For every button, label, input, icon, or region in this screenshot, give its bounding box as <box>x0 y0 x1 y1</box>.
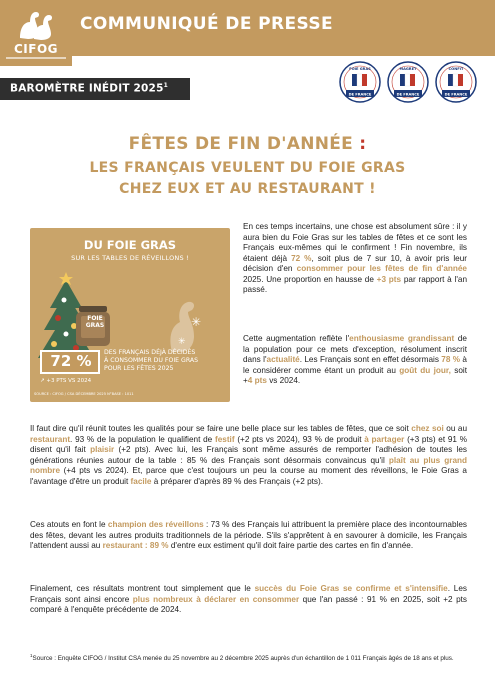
paragraph-2: Cette augmentation reflète l'enthousiasme grandissant de la population pour ce mets d'exception, résolument inscrit dans l'actualité. Les Français sont en effet désormais 78 % à le considérer comme étant un produit au goût du jour, soit +4 pts vs 2024. <box>243 334 467 385</box>
logo-underline <box>6 57 66 59</box>
svg-text:DE FRANCE: DE FRANCE <box>396 92 420 97</box>
svg-text:✳: ✳ <box>178 337 186 347</box>
card-subtitle: SUR LES TABLES DE RÉVEILLONS ! <box>71 254 189 262</box>
svg-text:DE FRANCE: DE FRANCE <box>348 92 372 97</box>
headline-line-2: LES FRANÇAIS VEULENT DU FOIE GRAS CHEZ EUX ET AU RESTAURANT ! <box>89 160 406 197</box>
svg-text:CONFIT: CONFIT <box>448 67 464 71</box>
footnote: $^1$Source : Enquête CIFOG / Institut CSA menée du 25 novembre au 2 décembre 2025 auprès d'un échantillon de 1 011 Français âgés de 18 ans et plus. <box>30 653 454 663</box>
geese-logo-icon <box>14 8 58 42</box>
page-title: COMMUNIQUÉ DE PRESSE <box>80 14 334 34</box>
magret-de-france-badge-icon <box>386 60 430 110</box>
jar-label: FOIE GRAS <box>85 315 105 329</box>
barometre-label: BAROMÈTRE INÉDIT 2025$^1$ <box>10 82 168 95</box>
goose-silhouette-icon <box>162 296 202 354</box>
svg-text:DE FRANCE: DE FRANCE <box>444 92 468 97</box>
foie-gras-de-france-badge-icon <box>338 60 382 110</box>
trend-arrow-icon: ↗ <box>40 378 47 384</box>
svg-text:MAGRET: MAGRET <box>399 67 417 71</box>
trend-label: ↗ +3 PTS VS 2024 <box>40 378 92 384</box>
logo-text: CIFOG <box>13 42 59 56</box>
percent-value: 72 % <box>50 352 92 370</box>
card-source: SOURCE : CIFOG / CSA DÉCEMBRE 2025 N°BASE : 1011 <box>34 392 134 396</box>
svg-text:FOIE GRAS: FOIE GRAS <box>349 67 371 71</box>
percent-description: DES FRANÇAIS DÉJÀ DÉCIDÉS À CONSOMMER DU FOIE GRAS POUR LES FÊTES 2025 <box>104 349 199 372</box>
confit-de-france-badge-icon <box>434 60 478 110</box>
paragraph-5: Finalement, ces résultats montrent tout simplement que le succès du Foie Gras se confirme et s'intensifie. Les Français sont ainsi encore plus nombreux à déclarer en consommer que l'an passé : 91 % en 2025, soit +2 pts comparé à l'enquête précédente de 2024. <box>30 584 468 614</box>
cifog-logo <box>0 0 72 66</box>
paragraph-1: En ces temps incertains, une chose est absolument sûre : il y aura bien du Foie Gras sur les tables de fêtes et ce sont les Français eux-mêmes qui le confirment ! Fin novembre, ils étaient déjà 72 %, soit plus de 7 sur 10, à avoir pris leur décision d'en consommer pour les fêtes de fin d'année 2025. Une proportion en hausse de +3 pts par rapport à l'an passé. <box>243 222 468 294</box>
svg-text:✳: ✳ <box>191 315 202 329</box>
headline-line-1: FÊTES DE FIN D'ANNÉE : <box>128 134 367 154</box>
card-title: DU FOIE GRAS <box>83 238 177 252</box>
paragraph-3: Il faut dire qu'il réunit toutes les qualités pour se faire une belle place sur les tables de fêtes, que ce soit chez soi ou au restaurant. 93 % de la population le qualifient de festif (+2 pts vs 2024), 93 % de produit à partager (+3 pts) et 91 % disent qu'il fait plaisir (+2 pts). Avec lui, les Français sont même assurés de remporter l'adhésion de toutes les générations réunies autour de la table : 85 % des Français sont désormais convaincus qu'il plaît au plus grand nombre (+4 pts vs 2024). Et, parce que c'est toujours un peu la course au moment des réveillons, le Foie Gras a l'avantage d'être un produit facile à préparer d'après 89 % des Français (+2 pts). <box>30 424 468 486</box>
paragraph-4: Ces atouts en font le champion des réveillons : 73 % des Français lui attribuent la première place des incontournables des fêtes, devant les autres produits traditionnels de la période. S'ils s'apprêtent à en savourer à domicile, les Français l'attendent aussi au restaurant : 89 % d'entre eux estiment qu'il doit faire partie des cartes en fin d'année. <box>30 520 468 550</box>
